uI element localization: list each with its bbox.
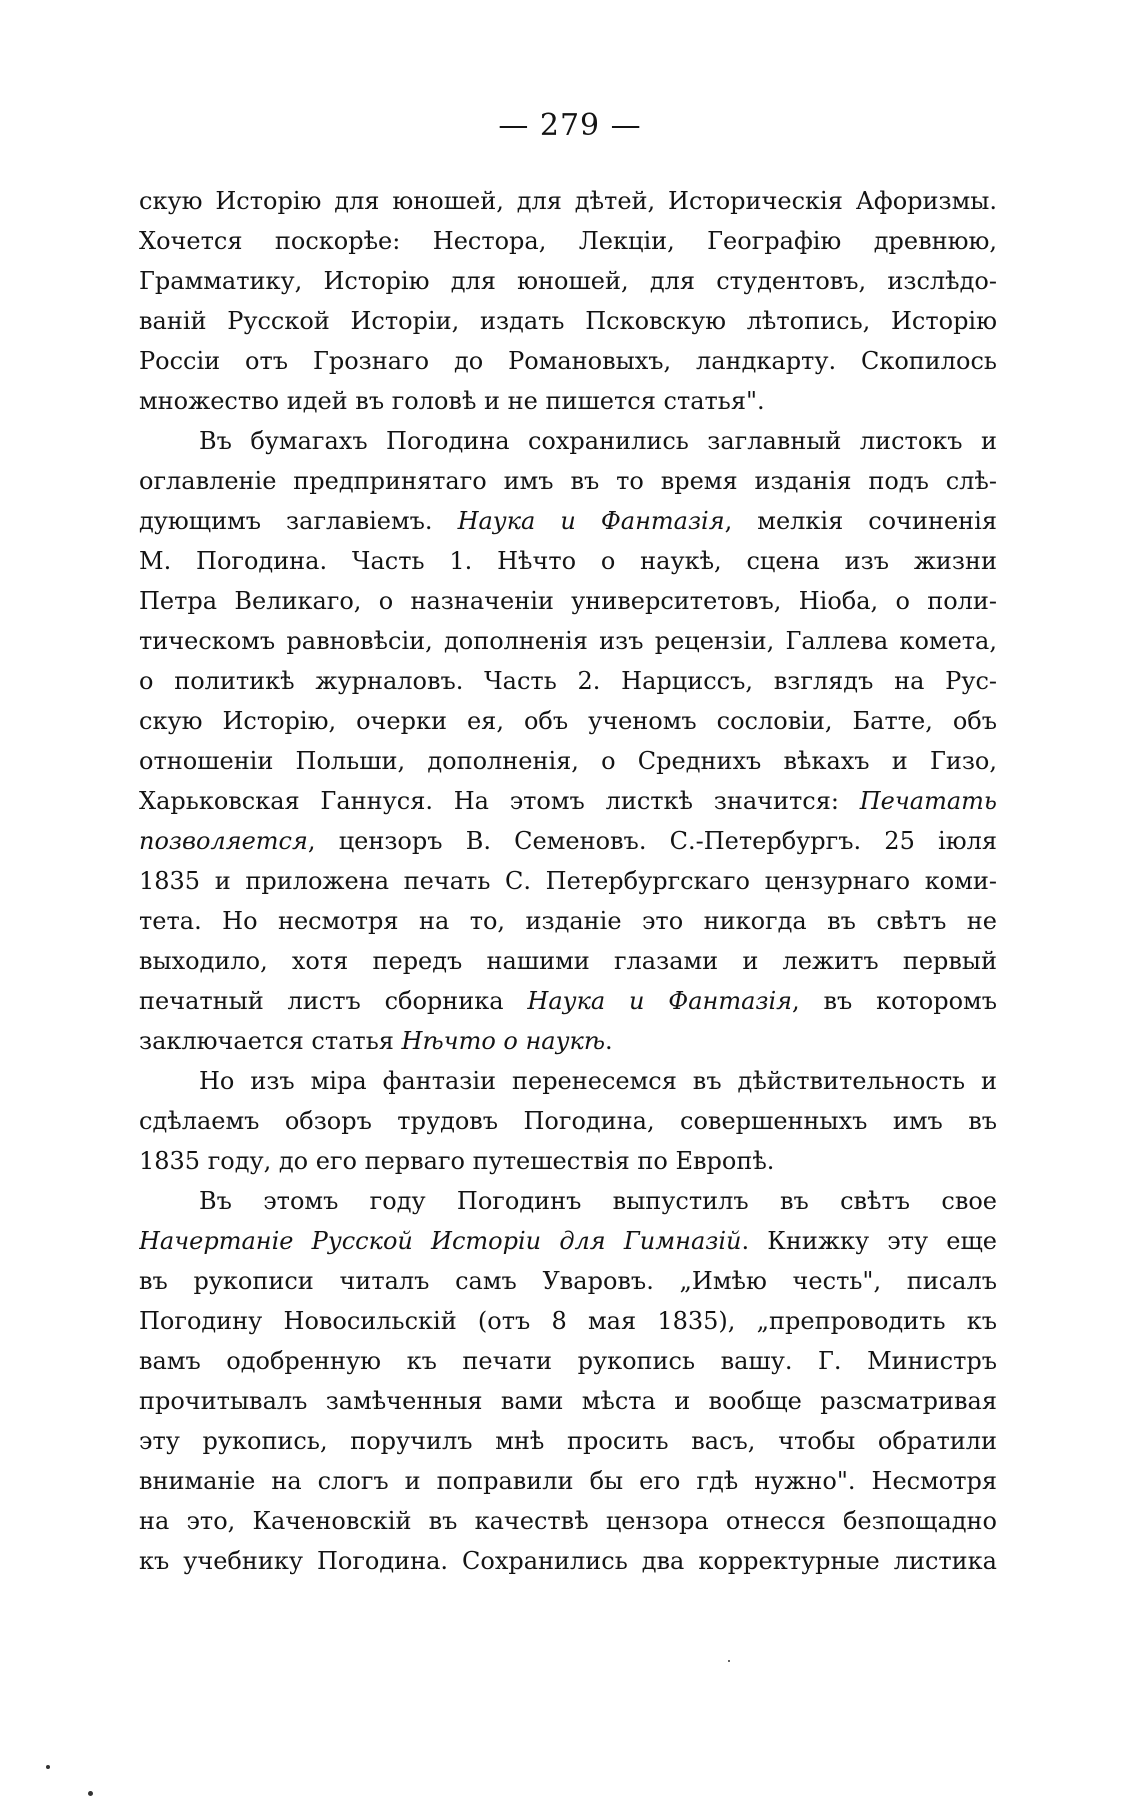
text-line: Грамматику, Исторію для юношей, для студентовъ, изслѣдо- <box>139 267 997 295</box>
text-line: о политикѣ журналовъ. Часть 2. Нарциссъ, взглядъ на Рус- <box>139 667 997 695</box>
italic-title: Начертаніе Русской Исторіи для Гимназій <box>139 1227 742 1255</box>
text-line: позволяется, цензоръ В. Семеновъ. С.-Петербургъ. 25 іюля <box>139 827 997 855</box>
text-line: Петра Великаго, о назначеніи университетовъ, Ніоба, о поли- <box>139 587 997 615</box>
text-line: Россіи отъ Грознаго до Романовыхъ, ландкарту. Скопилось <box>139 347 997 375</box>
text-line: сдѣлаемъ обзоръ трудовъ Погодина, совершенныхъ имъ въ <box>139 1107 997 1135</box>
text-line: въ рукописи читалъ самъ Уваровъ. „Имѣю честь", писалъ <box>139 1267 997 1295</box>
text-line: оглавленіе предпринятаго имъ въ то время изданія подъ слѣ- <box>139 467 997 495</box>
text-line: Но изъ міра фантазіи перенесемся въ дѣйствительность и <box>199 1067 997 1095</box>
italic-title: Нѣчто о наукѣ <box>401 1027 606 1055</box>
text-line: скую Исторію, очерки ея, объ ученомъ сословіи, Батте, объ <box>139 707 997 735</box>
text-line: отношеніи Польши, дополненія, о Среднихъ вѣкахъ и Гизо, <box>139 747 997 775</box>
text-line: Начертаніе Русской Исторіи для Гимназій. Книжку эту еще <box>139 1227 997 1255</box>
print-speck <box>728 1660 730 1662</box>
text-line: заключается статья Нѣчто о наукѣ. <box>139 1027 613 1055</box>
body-text <box>139 181 997 1581</box>
text-line: ваній Русской Исторіи, издать Псковскую лѣтопись, Исторію <box>139 307 997 335</box>
text-line: Харьковская Ганнуся. На этомъ листкѣ значится: Печатать <box>139 787 997 815</box>
text-line: эту рукопись, поручилъ мнѣ просить васъ, чтобы обратили <box>139 1427 997 1455</box>
text-line: Погодину Новосильскій (отъ 8 мая 1835), „препроводить къ <box>139 1307 997 1335</box>
text-line: дующимъ заглавіемъ. Наука и Фантазія, мелкія сочиненія <box>139 507 997 535</box>
text-line: выходило, хотя передъ нашими глазами и лежитъ первый <box>139 947 997 975</box>
text-line: прочитывалъ замѣченныя вами мѣста и вообще разсматривая <box>139 1387 997 1415</box>
text-line: на это, Каченовскій въ качествѣ цензора отнесся безпощадно <box>139 1507 997 1535</box>
italic-title: Наука и Фантазія <box>527 987 793 1015</box>
text-line: Въ бумагахъ Погодина сохранились заглавный листокъ и <box>199 427 997 455</box>
text-line: тета. Но несмотря на то, изданіе это никогда въ свѣтъ не <box>139 907 997 935</box>
text-line: М. Погодина. Часть 1. Нѣчто о наукѣ, сцена изъ жизни <box>139 547 997 575</box>
text-line: скую Исторію для юношей, для дѣтей, Историческія Афоризмы. <box>139 187 997 215</box>
text-line: множество идей въ головѣ и не пишется статья". <box>139 387 765 415</box>
text-line: 1835 и приложена печать С. Петербургскаго цензурнаго коми- <box>139 867 997 895</box>
print-speck <box>46 1765 50 1769</box>
text-line: Хочется поскорѣе: Нестора, Лекціи, Географію древнюю, <box>139 227 997 255</box>
page-number: — 279 — <box>498 108 642 143</box>
text-line: вамъ одобренную къ печати рукопись вашу. Г. Министръ <box>139 1347 997 1375</box>
text-line: вниманіе на слогъ и поправили бы его гдѣ нужно". Несмотря <box>139 1467 997 1495</box>
text-line: Въ этомъ году Погодинъ выпустилъ въ свѣтъ свое <box>199 1187 997 1215</box>
text-line: тическомъ равновѣсіи, дополненія изъ рецензіи, Галлева комета, <box>139 627 997 655</box>
italic-title: Печатать <box>859 787 997 815</box>
text-line: печатный листъ сборника Наука и Фантазія, въ которомъ <box>139 987 997 1015</box>
print-speck <box>88 1791 93 1796</box>
text-line: къ учебнику Погодина. Сохранились два корректурные листика <box>139 1547 997 1575</box>
italic-title: позволяется <box>139 827 308 855</box>
text-line: 1835 году, до его перваго путешествія по Европѣ. <box>139 1147 775 1175</box>
italic-title: Наука и Фантазія <box>457 507 725 535</box>
